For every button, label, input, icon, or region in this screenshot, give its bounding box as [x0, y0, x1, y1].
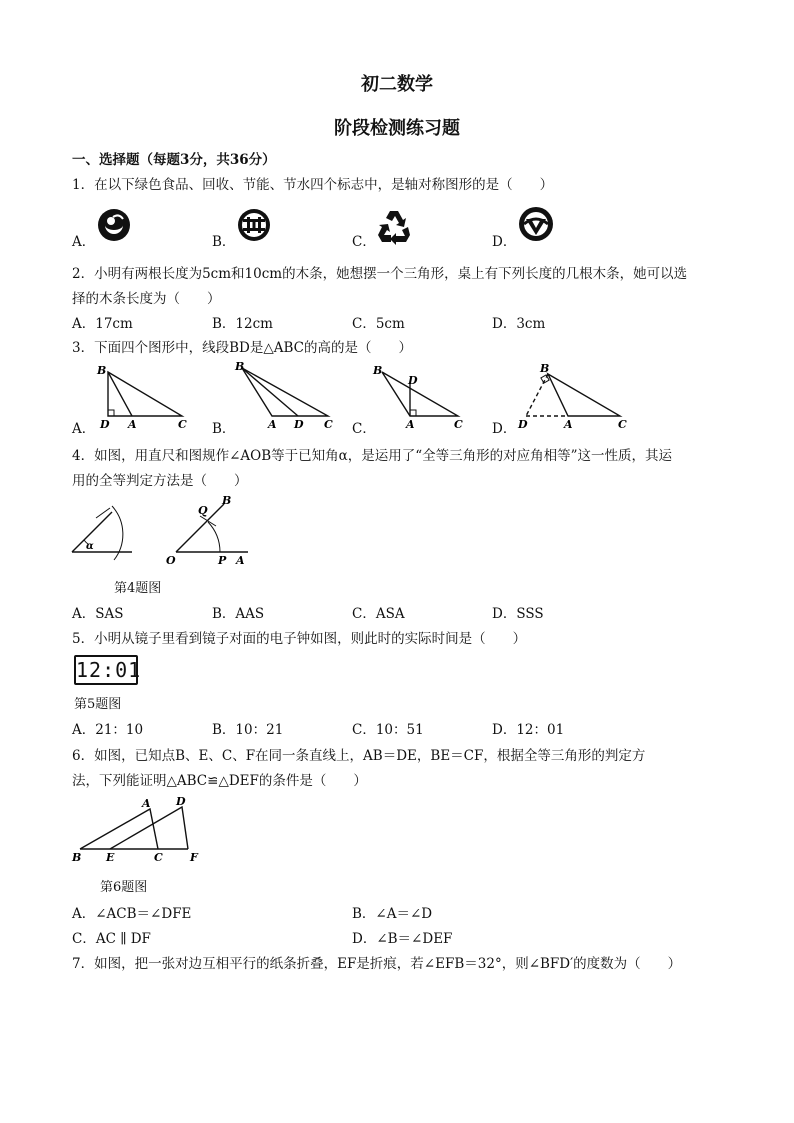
q6-option-a: A．∠ACB＝∠DFE: [72, 906, 192, 922]
q1-option-d: D．: [492, 234, 517, 250]
q6-stem-line1: 6．如图，已知点B、E、C、F在同一条直线上，AB＝DE，BE＝CF，根据全等三角形的判定方: [72, 748, 646, 764]
label-b: B: [373, 364, 383, 377]
q1-stem: 1．在以下绿色食品、回收、节能、节水四个标志中，是轴对称图形的是（ ）: [72, 177, 554, 193]
label-q: Q: [198, 504, 208, 517]
q7-stem: 7．如图，把一张对边互相平行的纸条折叠，EF是折痕，若∠EFB＝32°，则∠BFD′的度数为（ ）: [72, 956, 682, 972]
label-c: C: [154, 851, 163, 864]
label-b: B: [72, 851, 82, 864]
q2-option-c: C．5cm: [352, 316, 405, 332]
label-o: O: [166, 554, 176, 567]
q5-option-b: B．10：21: [212, 722, 284, 738]
label-a: A: [128, 418, 137, 430]
label-d: D: [408, 374, 418, 387]
q6-stem-line2: 法，下列能证明△ABC≌△DEF的条件是（ ）: [72, 773, 367, 789]
q4-stem-line2: 用的全等判定方法是（ ）: [72, 473, 248, 489]
q4-option-b: B．AAS: [212, 606, 265, 622]
q6-figure: [70, 795, 210, 865]
label-a: A: [236, 554, 245, 567]
q5-option-a: A．21：10: [72, 722, 144, 738]
q5-stem: 5．小明从镜子里看到镜子对面的电子钟如图，则此时的实际时间是（ ）: [72, 631, 527, 647]
q3-option-c: C．: [352, 421, 376, 437]
q4-caption: 第4题图: [114, 581, 162, 596]
label-c: C: [618, 418, 627, 430]
q4-option-c: C．ASA: [352, 606, 405, 622]
label-f: F: [190, 851, 198, 864]
q2-option-d: D．3cm: [492, 316, 546, 332]
q3-option-b: B．: [212, 421, 236, 437]
water-saving-logo-icon: [517, 205, 555, 243]
label-d: D: [176, 795, 186, 808]
label-c: C: [454, 418, 463, 430]
q3-figure-b: [232, 360, 342, 430]
label-c: C: [178, 418, 187, 430]
page-subtitle: 阶段检测练习题: [334, 118, 460, 139]
q2-stem-line1: 2．小明有两根长度为5cm和10cm的木条，她想摆一个三角形，桌上有下列长度的几根木条，她可以选: [72, 266, 688, 282]
q3-figure-c: [370, 362, 470, 430]
q1-option-b: B．: [212, 234, 236, 250]
q3-stem: 3．下面四个图形中，线段BD是△ABC的高的是（ ）: [72, 340, 412, 356]
q3-figure-a: [94, 362, 194, 430]
section-heading: 一、选择题（每题3分，共36分）: [72, 152, 276, 168]
q1-option-c: C．: [352, 234, 376, 250]
label-b: B: [540, 362, 550, 375]
label-d: D: [518, 418, 528, 430]
q4-option-a: A．SAS: [72, 606, 124, 622]
label-a: A: [142, 797, 151, 810]
q5-caption: 第5题图: [74, 697, 122, 712]
q3-option-d: D．: [492, 421, 517, 437]
label-p: P: [218, 554, 227, 567]
label-c: C: [324, 418, 333, 430]
green-food-logo-icon: [96, 207, 132, 243]
q5-option-d: D．12：01: [492, 722, 565, 738]
label-e: E: [106, 851, 115, 864]
clock-display: 12:01: [76, 658, 142, 682]
label-b: B: [222, 494, 232, 507]
q3-figure-d: [512, 362, 628, 430]
q2-option-a: A．17cm: [72, 316, 133, 332]
q6-option-b: B．∠A＝∠D: [352, 906, 433, 922]
q4-option-d: D．SSS: [492, 606, 544, 622]
page-title: 初二数学: [361, 74, 433, 95]
digital-clock: [74, 655, 142, 685]
q1-option-a: A．: [72, 234, 96, 250]
q4-stem-line1: 4．如图，用直尺和图规作∠AOB等于已知角α，是运用了“全等三角形的对应角相等”这一性质，其运: [72, 448, 673, 464]
q5-option-c: C．10：51: [352, 722, 424, 738]
label-d: D: [100, 418, 110, 430]
label-a: A: [406, 418, 415, 430]
label-alpha: α: [86, 541, 94, 552]
q4-figure: [70, 494, 260, 570]
q6-option-c: C．AC ∥ DF: [72, 931, 151, 947]
label-a: A: [268, 418, 277, 430]
label-a: A: [564, 418, 573, 430]
recycle-arrows-icon: [374, 205, 414, 245]
q2-stem-line2: 择的木条长度为（ ）: [72, 291, 221, 307]
label-b: B: [235, 360, 245, 373]
q6-option-d: D．∠B＝∠DEF: [352, 931, 453, 947]
q3-option-a: A．: [72, 421, 96, 437]
q6-caption: 第6题图: [100, 880, 148, 895]
recycle-logo-icon: [236, 207, 272, 243]
q2-option-b: B．12cm: [212, 316, 273, 332]
label-d: D: [294, 418, 304, 430]
label-b: B: [97, 364, 107, 377]
